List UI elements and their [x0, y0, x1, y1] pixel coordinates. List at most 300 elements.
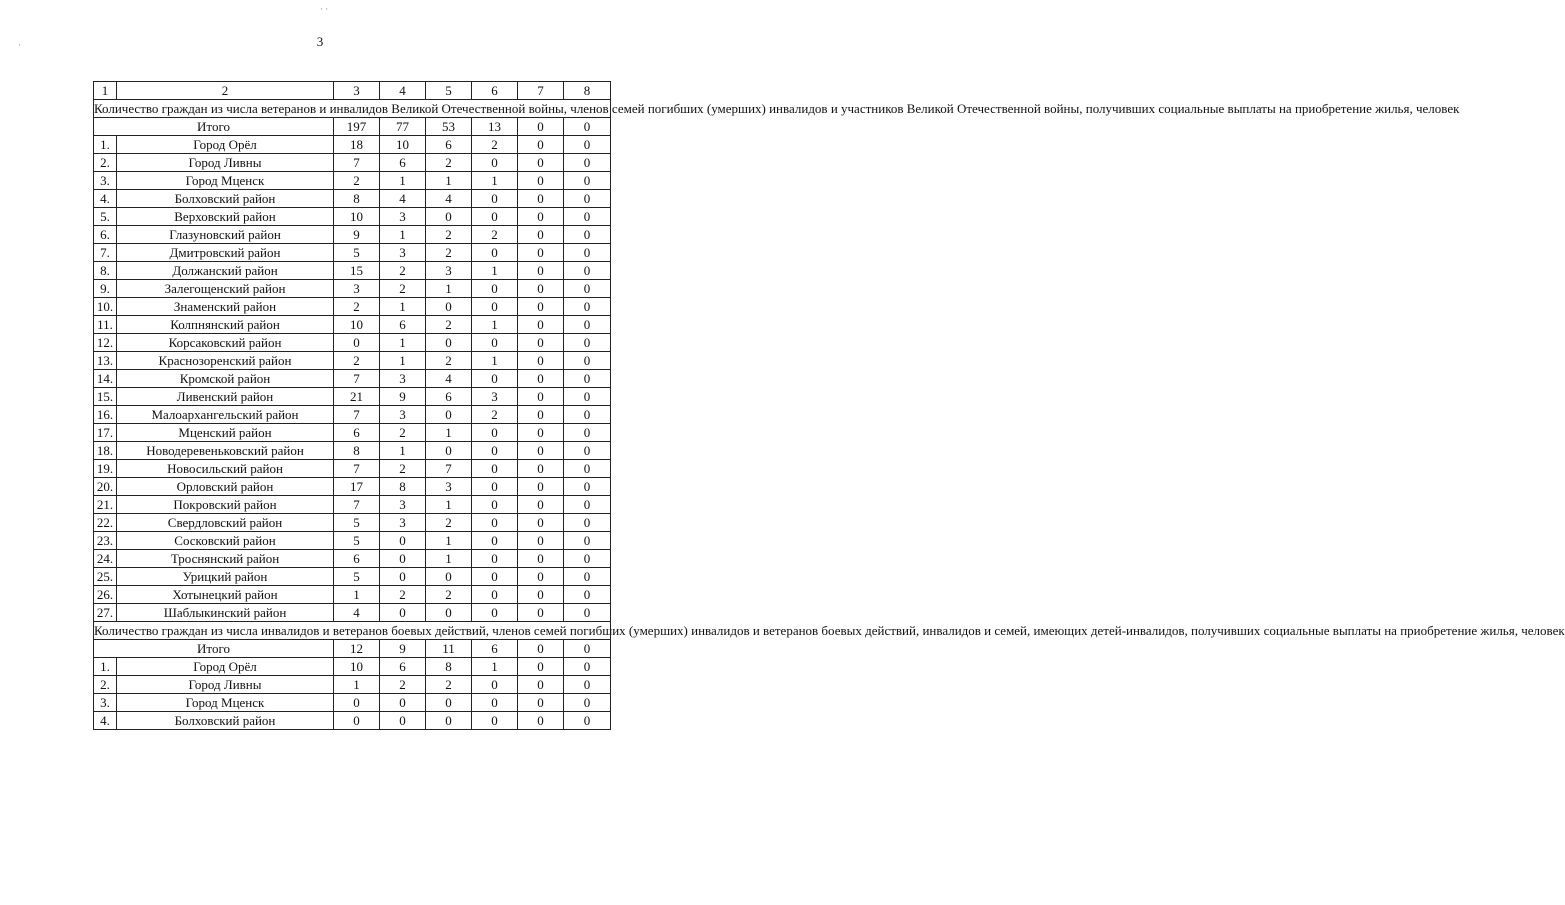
value-cell: 2	[334, 172, 380, 190]
value-cell: 6	[426, 136, 472, 154]
district-name: Свердловский район	[117, 514, 334, 532]
section-title-row	[94, 622, 611, 640]
row-number: 4.	[94, 190, 117, 208]
value-cell: 2	[426, 244, 472, 262]
value-cell: 5	[334, 514, 380, 532]
value-cell: 0	[518, 298, 564, 316]
value-cell: 0	[564, 514, 611, 532]
value-cell: 4	[426, 370, 472, 388]
table-row	[94, 190, 611, 208]
value-cell: 0	[426, 568, 472, 586]
value-cell: 7	[334, 496, 380, 514]
total-value: 12	[334, 640, 380, 658]
value-cell: 0	[380, 712, 426, 730]
value-cell: 0	[564, 460, 611, 478]
value-cell: 0	[564, 406, 611, 424]
table-row	[94, 172, 611, 190]
row-number: 21.	[94, 496, 117, 514]
value-cell: 0	[564, 154, 611, 172]
value-cell: 2	[472, 226, 518, 244]
table-row	[94, 460, 611, 478]
value-cell: 0	[564, 424, 611, 442]
value-cell: 2	[426, 676, 472, 694]
value-cell: 1	[334, 676, 380, 694]
district-name: Болховский район	[117, 190, 334, 208]
value-cell: 0	[472, 496, 518, 514]
value-cell: 0	[564, 136, 611, 154]
row-number: 19.	[94, 460, 117, 478]
value-cell: 0	[564, 658, 611, 676]
district-name: Город Орёл	[117, 136, 334, 154]
value-cell: 0	[564, 334, 611, 352]
value-cell: 2	[426, 154, 472, 172]
value-cell: 0	[518, 586, 564, 604]
row-number: 25.	[94, 568, 117, 586]
value-cell: 0	[472, 442, 518, 460]
district-name: Троснянский район	[117, 550, 334, 568]
value-cell: 0	[564, 568, 611, 586]
row-number: 5.	[94, 208, 117, 226]
row-number: 10.	[94, 298, 117, 316]
value-cell: 3	[380, 514, 426, 532]
table-row	[94, 334, 611, 352]
value-cell: 4	[426, 190, 472, 208]
value-cell: 0	[564, 388, 611, 406]
column-number-row	[94, 82, 611, 100]
value-cell: 1	[426, 532, 472, 550]
value-cell: 8	[426, 658, 472, 676]
district-name: Новосильский район	[117, 460, 334, 478]
value-cell: 2	[380, 280, 426, 298]
table-row	[94, 280, 611, 298]
district-name: Знаменский район	[117, 298, 334, 316]
row-number: 3.	[94, 172, 117, 190]
value-cell: 6	[380, 658, 426, 676]
value-cell: 0	[518, 442, 564, 460]
value-cell: 0	[518, 172, 564, 190]
value-cell: 2	[380, 676, 426, 694]
value-cell: 0	[564, 442, 611, 460]
value-cell: 0	[564, 244, 611, 262]
total-value: 6	[472, 640, 518, 658]
value-cell: 0	[564, 370, 611, 388]
value-cell: 1	[472, 262, 518, 280]
value-cell: 8	[334, 442, 380, 460]
row-number: 7.	[94, 244, 117, 262]
value-cell: 2	[426, 514, 472, 532]
value-cell: 0	[472, 694, 518, 712]
section-title-row	[94, 100, 611, 118]
value-cell: 0	[564, 478, 611, 496]
value-cell: 6	[380, 154, 426, 172]
total-value: 0	[518, 640, 564, 658]
value-cell: 8	[380, 478, 426, 496]
value-cell: 1	[380, 226, 426, 244]
value-cell: 0	[564, 712, 611, 730]
value-cell: 0	[472, 604, 518, 622]
table-row	[94, 694, 611, 712]
column-number: 1	[94, 82, 117, 100]
value-cell: 15	[334, 262, 380, 280]
value-cell: 0	[472, 550, 518, 568]
value-cell: 0	[472, 460, 518, 478]
value-cell: 0	[518, 658, 564, 676]
table-row	[94, 370, 611, 388]
value-cell: 0	[380, 550, 426, 568]
total-value: 11	[426, 640, 472, 658]
total-value: 53	[426, 118, 472, 136]
row-number: 2.	[94, 154, 117, 172]
value-cell: 0	[518, 694, 564, 712]
value-cell: 0	[472, 190, 518, 208]
column-number: 8	[564, 82, 611, 100]
value-cell: 0	[564, 694, 611, 712]
row-number: 26.	[94, 586, 117, 604]
value-cell: 1	[380, 334, 426, 352]
value-cell: 0	[518, 604, 564, 622]
value-cell: 0	[472, 298, 518, 316]
value-cell: 0	[472, 280, 518, 298]
table-row	[94, 568, 611, 586]
district-name: Кромской район	[117, 370, 334, 388]
value-cell: 3	[380, 406, 426, 424]
value-cell: 1	[380, 442, 426, 460]
value-cell: 0	[518, 154, 564, 172]
district-name: Орловский район	[117, 478, 334, 496]
row-number: 3.	[94, 694, 117, 712]
district-name: Урицкий район	[117, 568, 334, 586]
row-number: 4.	[94, 712, 117, 730]
value-cell: 0	[564, 352, 611, 370]
data-table	[93, 81, 1565, 730]
value-cell: 0	[518, 514, 564, 532]
value-cell: 2	[426, 316, 472, 334]
scan-dot: · ·	[320, 4, 329, 14]
value-cell: 5	[334, 568, 380, 586]
value-cell: 3	[380, 244, 426, 262]
value-cell: 0	[426, 442, 472, 460]
row-number: 1.	[94, 136, 117, 154]
column-number: 3	[334, 82, 380, 100]
value-cell: 18	[334, 136, 380, 154]
value-cell: 0	[564, 298, 611, 316]
table-row	[94, 550, 611, 568]
value-cell: 2	[334, 352, 380, 370]
value-cell: 0	[518, 712, 564, 730]
value-cell: 0	[472, 424, 518, 442]
value-cell: 10	[334, 316, 380, 334]
district-name: Болховский район	[117, 712, 334, 730]
value-cell: 0	[518, 280, 564, 298]
value-cell: 0	[380, 604, 426, 622]
table-row	[94, 226, 611, 244]
district-name: Ливенский район	[117, 388, 334, 406]
value-cell: 0	[472, 370, 518, 388]
value-cell: 0	[472, 676, 518, 694]
district-name: Корсаковский район	[117, 334, 334, 352]
value-cell: 21	[334, 388, 380, 406]
value-cell: 5	[334, 532, 380, 550]
row-number: 2.	[94, 676, 117, 694]
column-number: 6	[472, 82, 518, 100]
value-cell: 0	[380, 568, 426, 586]
value-cell: 1	[380, 352, 426, 370]
total-row	[94, 118, 611, 136]
district-name: Залегощенский район	[117, 280, 334, 298]
value-cell: 0	[472, 478, 518, 496]
value-cell: 3	[426, 478, 472, 496]
value-cell: 4	[380, 190, 426, 208]
value-cell: 0	[518, 316, 564, 334]
table-row	[94, 586, 611, 604]
total-value: 0	[564, 118, 611, 136]
row-number: 1.	[94, 658, 117, 676]
value-cell: 2	[426, 352, 472, 370]
value-cell: 1	[380, 172, 426, 190]
value-cell: 3	[380, 496, 426, 514]
value-cell: 3	[334, 280, 380, 298]
table-row	[94, 442, 611, 460]
total-row	[94, 640, 611, 658]
total-value: 0	[518, 118, 564, 136]
value-cell: 0	[426, 208, 472, 226]
value-cell: 7	[334, 460, 380, 478]
value-cell: 0	[564, 280, 611, 298]
value-cell: 0	[472, 586, 518, 604]
table-row	[94, 514, 611, 532]
row-number: 17.	[94, 424, 117, 442]
column-number: 2	[117, 82, 334, 100]
value-cell: 0	[564, 226, 611, 244]
value-cell: 8	[334, 190, 380, 208]
row-number: 27.	[94, 604, 117, 622]
value-cell: 0	[518, 532, 564, 550]
table-row	[94, 208, 611, 226]
value-cell: 0	[518, 406, 564, 424]
value-cell: 0	[564, 550, 611, 568]
value-cell: 0	[426, 298, 472, 316]
district-name: Сосковский район	[117, 532, 334, 550]
value-cell: 1	[472, 658, 518, 676]
row-number: 14.	[94, 370, 117, 388]
section-title: Количество граждан из числа инвалидов и ветеранов боевых действий, членов семей погибших (умерших) инвалидов и ветеранов боевых действий, инвалидов и семей, имеющих детей-инвалидов, получивших социальные выплаты на приобретение жилья, человек	[94, 622, 1565, 638]
value-cell: 0	[564, 316, 611, 334]
value-cell: 0	[334, 334, 380, 352]
value-cell: 3	[380, 370, 426, 388]
table-row	[94, 136, 611, 154]
value-cell: 2	[380, 424, 426, 442]
row-number: 8.	[94, 262, 117, 280]
table-row	[94, 496, 611, 514]
value-cell: 2	[334, 298, 380, 316]
table-row	[94, 712, 611, 730]
row-number: 6.	[94, 226, 117, 244]
row-number: 15.	[94, 388, 117, 406]
value-cell: 10	[380, 136, 426, 154]
row-number: 24.	[94, 550, 117, 568]
row-number: 23.	[94, 532, 117, 550]
value-cell: 1	[472, 172, 518, 190]
district-name: Город Ливны	[117, 154, 334, 172]
table-row	[94, 478, 611, 496]
value-cell: 0	[518, 496, 564, 514]
table-row	[94, 316, 611, 334]
district-name: Малоархангельский район	[117, 406, 334, 424]
district-name: Колпнянский район	[117, 316, 334, 334]
value-cell: 6	[380, 316, 426, 334]
value-cell: 0	[518, 370, 564, 388]
district-name: Хотынецкий район	[117, 586, 334, 604]
value-cell: 0	[564, 190, 611, 208]
value-cell: 7	[334, 370, 380, 388]
value-cell: 0	[518, 388, 564, 406]
value-cell: 1	[426, 172, 472, 190]
district-name: Шаблыкинский район	[117, 604, 334, 622]
table-row	[94, 298, 611, 316]
table-row	[94, 406, 611, 424]
value-cell: 0	[472, 334, 518, 352]
value-cell: 0	[472, 208, 518, 226]
total-value: 197	[334, 118, 380, 136]
value-cell: 1	[426, 424, 472, 442]
value-cell: 0	[518, 424, 564, 442]
district-name: Город Орёл	[117, 658, 334, 676]
value-cell: 2	[426, 586, 472, 604]
table-row	[94, 532, 611, 550]
value-cell: 1	[380, 298, 426, 316]
value-cell: 1	[472, 316, 518, 334]
value-cell: 5	[334, 244, 380, 262]
value-cell: 6	[426, 388, 472, 406]
district-name: Должанский район	[117, 262, 334, 280]
district-name: Город Мценск	[117, 694, 334, 712]
value-cell: 7	[426, 460, 472, 478]
column-number: 4	[380, 82, 426, 100]
district-name: Дмитровский район	[117, 244, 334, 262]
section-title: Количество граждан из числа ветеранов и инвалидов Великой Отечественной войны, членов семей погибших (умерших) инвалидов и участников Великой Отечественной войны, получивших социальные выплаты на приобретение жилья, человек	[94, 100, 1460, 116]
table-row	[94, 604, 611, 622]
column-number: 5	[426, 82, 472, 100]
value-cell: 0	[518, 262, 564, 280]
value-cell: 9	[334, 226, 380, 244]
value-cell: 0	[472, 568, 518, 586]
value-cell: 17	[334, 478, 380, 496]
value-cell: 2	[380, 586, 426, 604]
value-cell: 2	[472, 406, 518, 424]
value-cell: 10	[334, 208, 380, 226]
value-cell: 0	[518, 676, 564, 694]
value-cell: 0	[564, 604, 611, 622]
column-number: 7	[518, 82, 564, 100]
total-label: Итого	[94, 118, 334, 136]
row-number: 12.	[94, 334, 117, 352]
value-cell: 0	[518, 550, 564, 568]
table-row	[94, 154, 611, 172]
scan-dot: ·	[18, 40, 21, 50]
value-cell: 3	[426, 262, 472, 280]
value-cell: 0	[518, 226, 564, 244]
value-cell: 0	[426, 406, 472, 424]
value-cell: 6	[334, 550, 380, 568]
value-cell: 6	[334, 424, 380, 442]
table-row	[94, 676, 611, 694]
district-name: Глазуновский район	[117, 226, 334, 244]
table-row	[94, 352, 611, 370]
row-number: 11.	[94, 316, 117, 334]
row-number: 22.	[94, 514, 117, 532]
value-cell: 0	[472, 154, 518, 172]
value-cell: 0	[518, 568, 564, 586]
value-cell: 0	[472, 244, 518, 262]
district-name: Мценский район	[117, 424, 334, 442]
value-cell: 0	[564, 208, 611, 226]
district-name: Верховский район	[117, 208, 334, 226]
value-cell: 2	[380, 460, 426, 478]
table-row	[94, 388, 611, 406]
value-cell: 1	[426, 496, 472, 514]
value-cell: 0	[380, 694, 426, 712]
total-value: 9	[380, 640, 426, 658]
value-cell: 3	[380, 208, 426, 226]
value-cell: 0	[472, 532, 518, 550]
value-cell: 0	[426, 694, 472, 712]
value-cell: 10	[334, 658, 380, 676]
district-name: Покровский район	[117, 496, 334, 514]
value-cell: 3	[472, 388, 518, 406]
district-name: Город Мценск	[117, 172, 334, 190]
total-label: Итого	[94, 640, 334, 658]
value-cell: 0	[380, 532, 426, 550]
value-cell: 9	[380, 388, 426, 406]
value-cell: 0	[472, 712, 518, 730]
value-cell: 0	[564, 172, 611, 190]
value-cell: 0	[472, 514, 518, 532]
value-cell: 0	[334, 694, 380, 712]
value-cell: 2	[472, 136, 518, 154]
value-cell: 2	[426, 226, 472, 244]
value-cell: 0	[564, 262, 611, 280]
value-cell: 0	[518, 460, 564, 478]
row-number: 20.	[94, 478, 117, 496]
value-cell: 0	[518, 244, 564, 262]
row-number: 13.	[94, 352, 117, 370]
value-cell: 0	[518, 334, 564, 352]
value-cell: 2	[380, 262, 426, 280]
district-name: Краснозоренский район	[117, 352, 334, 370]
value-cell: 0	[564, 532, 611, 550]
total-value: 77	[380, 118, 426, 136]
value-cell: 0	[518, 478, 564, 496]
table-row	[94, 658, 611, 676]
value-cell: 0	[564, 676, 611, 694]
value-cell: 0	[518, 190, 564, 208]
row-number: 18.	[94, 442, 117, 460]
value-cell: 0	[518, 136, 564, 154]
value-cell: 0	[426, 712, 472, 730]
value-cell: 0	[426, 334, 472, 352]
row-number: 9.	[94, 280, 117, 298]
district-name: Город Ливны	[117, 676, 334, 694]
table-row	[94, 424, 611, 442]
value-cell: 0	[518, 352, 564, 370]
total-value: 13	[472, 118, 518, 136]
value-cell: 1	[334, 586, 380, 604]
value-cell: 7	[334, 406, 380, 424]
value-cell: 1	[472, 352, 518, 370]
table-row	[94, 244, 611, 262]
value-cell: 7	[334, 154, 380, 172]
value-cell: 0	[334, 712, 380, 730]
